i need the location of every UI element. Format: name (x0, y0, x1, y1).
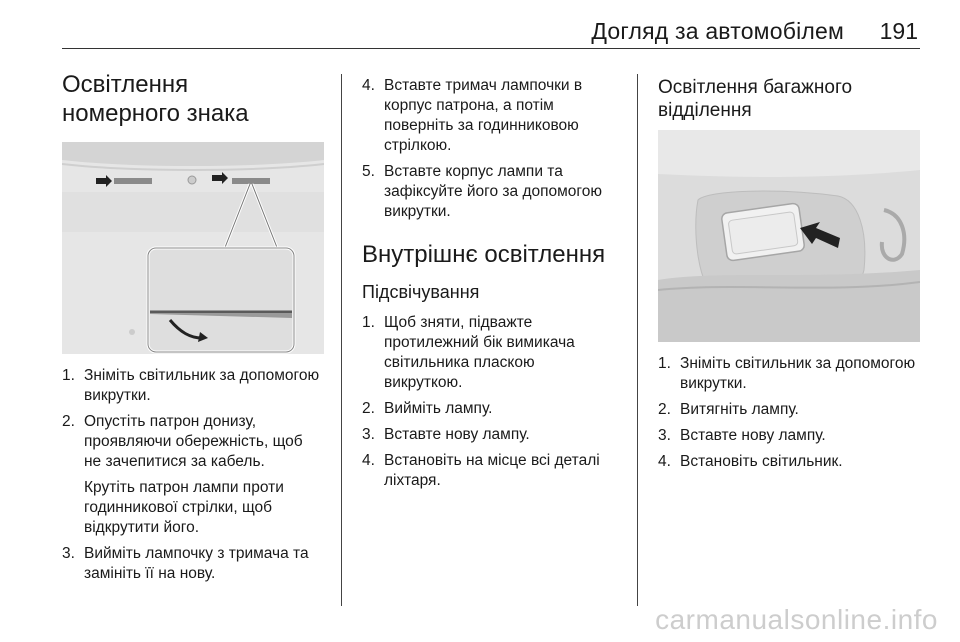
page-number: 191 (879, 18, 918, 44)
step-text: Вийміть лампу. (384, 400, 493, 417)
list-item (62, 412, 324, 538)
step-number: 4. (362, 77, 375, 94)
list-item (362, 313, 612, 393)
column-trunk-light (658, 76, 920, 478)
list-item (658, 400, 920, 420)
step-number: 1. (362, 314, 375, 331)
step-number: 4. (362, 452, 375, 469)
step-number: 5. (362, 163, 375, 180)
column-license-plate (62, 70, 324, 590)
step-note: Крутіть патрон лампи проти годинникової стрілки, щоб відкрутити його. (84, 479, 284, 536)
step-text: Вийміть лампочку з тримача та замініть її на нову. (84, 545, 309, 582)
step-text: Щоб зняти, підважте протилежний бік вимикача світильника пласкою викруткою. (384, 314, 575, 391)
step-text: Встановіть на місце всі деталі ліхтаря. (384, 452, 600, 489)
step-number: 2. (658, 401, 671, 418)
section-heading: Освітлення багажного відділення (658, 77, 853, 121)
step-text: Зніміть світильник за допомогою викрутки. (680, 355, 916, 392)
step-number: 4. (658, 453, 671, 470)
subsection-heading: Підсвічування (362, 282, 480, 302)
steps-list-continued (362, 76, 612, 222)
steps-list (362, 313, 612, 491)
step-number: 3. (658, 427, 671, 444)
list-item (362, 76, 612, 156)
step-text: Зніміть світильник за допомогою викрутки. (84, 367, 320, 404)
step-number: 1. (62, 367, 75, 384)
list-item (658, 426, 920, 446)
step-number: 1. (658, 355, 671, 372)
column-interior-light (362, 76, 612, 497)
trunk-light-figure (658, 130, 920, 342)
step-number: 3. (362, 426, 375, 443)
page-header (62, 14, 920, 49)
step-text: Встановіть світильник. (680, 453, 843, 470)
column-divider (341, 74, 342, 606)
step-number: 2. (62, 413, 75, 430)
column-divider (637, 74, 638, 606)
license-plate-light-figure (62, 142, 324, 354)
list-item (362, 451, 612, 491)
step-number: 3. (62, 545, 75, 562)
step-number: 2. (362, 400, 375, 417)
watermark: carmanualsonline.info (655, 604, 938, 635)
section-heading: Внутрішнє освітлення (362, 241, 606, 268)
steps-list (658, 354, 920, 472)
step-text: Вставте корпус лампи та зафіксуйте його за допомогою викрутки. (384, 163, 602, 220)
step-text: Вставте нову лампу. (680, 427, 826, 444)
step-text: Вставте нову лампу. (384, 426, 530, 443)
list-item (658, 452, 920, 472)
list-item (658, 354, 920, 394)
list-item (362, 425, 612, 445)
list-item (62, 544, 324, 584)
steps-list (62, 366, 324, 584)
section-heading: Освітлення номерного знака (62, 71, 249, 127)
header-title: Догляд за автомобілем (591, 18, 844, 44)
step-text: Витягніть лампу. (680, 401, 799, 418)
step-text: Вставте тримач лампочки в корпус патрона, а потім поверніть за годинниковою стрілкою. (384, 77, 583, 154)
list-item (362, 162, 612, 222)
list-item (62, 366, 324, 406)
list-item (362, 399, 612, 419)
step-text: Опустіть патрон донизу, проявляючи обережність, щоб не зачепитися за кабель. (84, 413, 303, 470)
